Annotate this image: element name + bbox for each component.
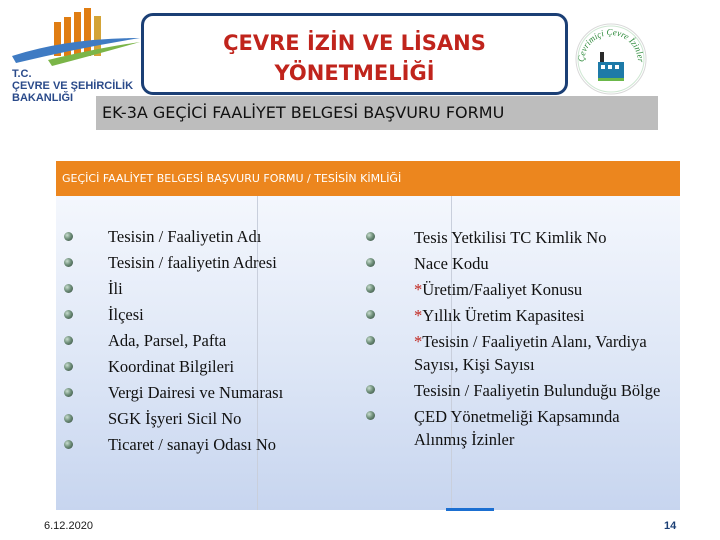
svg-text:Çevrimiçi Çevre İzinleri: Çevrimiçi Çevre İzinler	[575, 26, 647, 63]
bullet-icon	[64, 310, 73, 319]
required-mark: *	[414, 332, 423, 351]
bullet-icon	[64, 232, 73, 241]
list-item	[64, 434, 283, 460]
bullet-icon	[64, 362, 73, 371]
required-mark: *	[414, 306, 423, 325]
item-text: Vergi Dairesi ve Numarası	[108, 383, 284, 402]
bullet-icon	[64, 284, 73, 293]
list-item	[64, 304, 283, 330]
org-line: T.C.	[12, 68, 32, 80]
left-list	[64, 226, 283, 460]
bullet-icon	[64, 388, 73, 397]
item-text: Yıllık Üretim Kapasitesi	[422, 306, 585, 325]
ministry-logo-icon	[8, 8, 148, 68]
list-item	[366, 304, 674, 327]
left-column	[64, 226, 283, 460]
bullet-icon	[64, 440, 73, 449]
item-text: Tesisin / Faaliyetin Adı	[108, 227, 262, 246]
item-text: Nace Kodu	[414, 254, 489, 273]
bullet-icon	[366, 258, 375, 267]
right-list	[366, 226, 674, 451]
factory-seal-icon	[574, 22, 648, 96]
list-item	[366, 405, 674, 451]
item-text: Ada, Parsel, Pafta	[108, 331, 227, 350]
bullet-icon	[366, 310, 375, 319]
item-text: Tesisin / Faaliyetin Alanı, Vardiya Sayısı, Kişi Sayısı	[414, 332, 647, 374]
bullet-icon	[366, 336, 375, 345]
list-item	[366, 379, 674, 402]
item-text: Tesisin / faaliyetin Adresi	[108, 253, 277, 272]
seal	[574, 22, 648, 96]
item-text: Üretim/Faaliyet Konusu	[422, 280, 583, 299]
list-item	[64, 382, 283, 408]
page-number: 14	[664, 520, 677, 532]
bullet-icon	[64, 414, 73, 423]
title-line-1: ÇEVRE İZİN VE LİSANS	[223, 31, 486, 55]
right-column	[366, 226, 674, 451]
list-item	[64, 330, 283, 356]
accent-mark	[446, 508, 494, 511]
list-item	[366, 252, 674, 275]
org-line: ÇEVRE VE ŞEHİRCİLİK	[12, 80, 134, 92]
item-text: Tesisin / Faaliyetin Bulunduğu Bölge	[414, 381, 661, 400]
item-text: Ticaret / sanayi Odası No	[108, 435, 277, 454]
bullet-icon	[64, 258, 73, 267]
title-box	[141, 13, 568, 95]
page-title	[144, 28, 565, 88]
content-area	[56, 196, 680, 510]
section-header-text: GEÇİCİ FAALİYET BELGESİ BAŞVURU FORMU / TESİSİN KİMLİĞİ	[62, 172, 402, 185]
list-item	[64, 278, 283, 304]
list-item	[366, 226, 674, 249]
bullet-icon	[64, 336, 73, 345]
item-text: Koordinat Bilgileri	[108, 357, 235, 376]
ministry-logo	[8, 8, 148, 108]
list-item	[64, 356, 283, 382]
item-text: ÇED Yönetmeliği Kapsamında Alınmış İzinler	[414, 407, 620, 449]
bullet-icon	[366, 232, 375, 241]
list-item	[366, 330, 674, 376]
list-item	[366, 278, 674, 301]
required-mark: *	[414, 280, 423, 299]
banner-text: EK-3A GEÇİCİ FAALİYET BELGESİ BAŞVURU FORMU	[102, 103, 505, 122]
item-text: SGK İşyeri Sicil No	[108, 409, 242, 428]
list-item	[64, 408, 283, 434]
footer-date: 6.12.2020	[44, 520, 93, 532]
bullet-icon	[366, 284, 375, 293]
title-line-2: YÖNETMELİĞİ	[274, 61, 435, 85]
list-item	[64, 226, 283, 252]
list-item	[64, 252, 283, 278]
item-text: İlçesi	[108, 305, 144, 324]
section-header	[56, 161, 680, 196]
item-text: Tesis Yetkilisi TC Kimlik No	[414, 228, 607, 247]
org-line: BAKANLIĞI	[12, 92, 74, 104]
item-text: İli	[108, 279, 123, 298]
bullet-icon	[366, 385, 375, 394]
form-banner	[96, 96, 658, 130]
bullet-icon	[366, 411, 375, 420]
